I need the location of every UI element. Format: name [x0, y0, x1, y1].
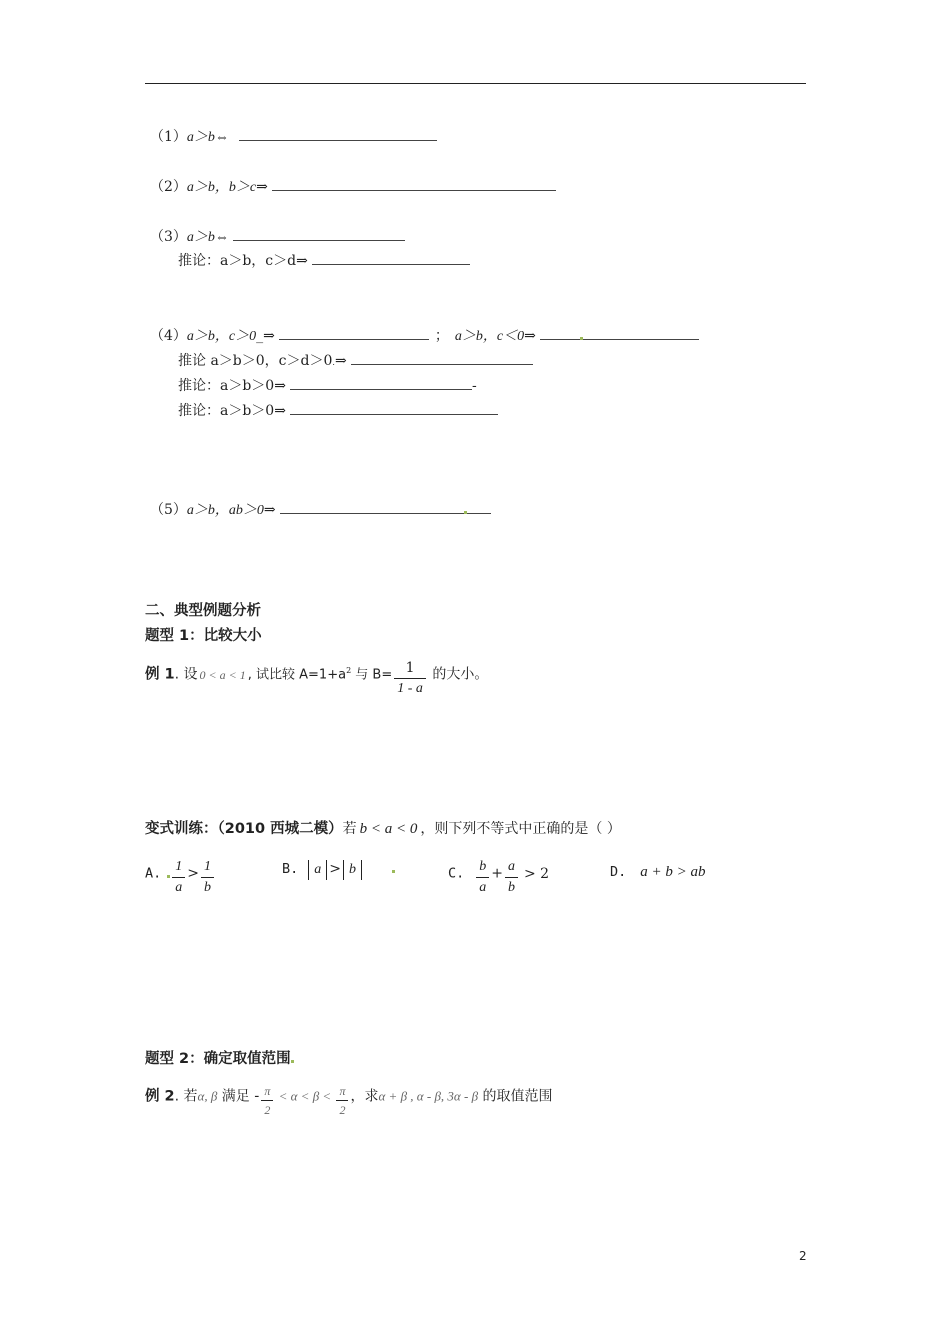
fraction-denominator: 1 - a [397, 681, 423, 696]
implies-symbol: ⇒ [334, 353, 347, 369]
fraction-b [394, 658, 426, 699]
option-b[interactable] [282, 860, 395, 880]
section-heading: 二、典型例题分析 [145, 603, 261, 619]
item-3-corollary [178, 252, 470, 268]
example-text: 满足 - [217, 1088, 260, 1105]
example-text: 的大小。 [427, 666, 489, 683]
type-2-text: 题型 2：确定取值范围 [145, 1051, 291, 1067]
fraction-numerator: 1 [394, 658, 426, 679]
answer-blank[interactable] [583, 327, 699, 340]
example-2 [145, 1078, 553, 1115]
exponent: 2 [346, 665, 352, 675]
item-expression: a＞b⇔ [186, 230, 229, 245]
expressions: α + β , α - β, 3α - β [378, 1088, 479, 1104]
fraction-denominator: a [479, 880, 487, 895]
operator: > [329, 861, 341, 877]
fraction [201, 857, 214, 898]
fraction-numerator: 1 [201, 857, 214, 878]
answer-blank[interactable] [272, 178, 556, 191]
fraction [476, 857, 489, 898]
item-3 [150, 228, 405, 245]
item-expression: a＞b⇔ [186, 130, 229, 145]
fraction [261, 1082, 273, 1119]
type-1-heading: 题型 1：比较大小 [145, 628, 262, 644]
answer-blank[interactable] [239, 128, 437, 141]
answer-blank[interactable] [467, 501, 491, 514]
corollary-text: 推论：a＞b＞0⇒ [178, 378, 286, 394]
fraction-numerator: b [476, 857, 489, 878]
corollary-text: 推论 a＞b＞0，c＞d＞0 [178, 353, 333, 369]
item-number: （2） [150, 179, 187, 195]
item-number: （4） [150, 328, 187, 344]
green-marker-icon [392, 870, 395, 873]
absolute-value: b [343, 860, 362, 880]
inequality: < α < β < [275, 1088, 335, 1104]
item-4-corollary-1: 推论 a＞b＞0，c＞d＞0.⇒ [178, 352, 533, 368]
condition-expression: b < a < 0 [359, 821, 418, 837]
example-text: . 若 [174, 1088, 198, 1105]
variant-text: 若 [342, 821, 357, 837]
fraction-denominator: 2 [339, 1103, 346, 1117]
fraction-numerator: a [505, 857, 518, 878]
green-marker-icon [291, 1060, 294, 1063]
example-text: , 试比较 A=1+a [247, 667, 347, 683]
fraction-denominator: b [204, 880, 211, 895]
variables: α, β [197, 1088, 218, 1104]
option-label: D. [610, 864, 627, 880]
item-4-corollary-3 [178, 402, 498, 418]
variant-text: ，则下列不等式中正确的是（ ） [420, 821, 621, 837]
item-5 [150, 501, 491, 518]
implies-symbol: _⇒ [256, 328, 275, 344]
item-expression: a＞b，c＜0⇒ [454, 329, 536, 344]
corollary-text: 推论：a＞b，c＞d⇒ [178, 253, 308, 269]
item-expression: a＞b，c＞0 [186, 329, 257, 344]
header-rule [145, 83, 806, 84]
separator: ； [434, 328, 449, 344]
fraction [172, 857, 185, 898]
item-4 [150, 327, 699, 344]
answer-blank[interactable] [540, 327, 580, 340]
example-label: 例 2 [145, 1088, 175, 1105]
option-c[interactable] [448, 853, 549, 894]
fraction [505, 857, 518, 898]
page-number: 2 [799, 1249, 807, 1263]
corollary-text: 推论：a＞b＞0⇒ [178, 403, 286, 419]
fraction [336, 1082, 348, 1119]
absolute-value: a [308, 860, 327, 880]
fraction-numerator: π [261, 1082, 273, 1101]
item-number: （3） [150, 229, 187, 245]
answer-blank[interactable] [233, 228, 405, 241]
item-expression: a＞b，b＞c⇒ [186, 180, 268, 195]
example-1 [145, 654, 488, 695]
example-label: 例 1 [145, 666, 175, 683]
answer-blank[interactable] [279, 327, 429, 340]
answer-blank[interactable] [351, 352, 533, 365]
type-2-heading [145, 1052, 294, 1067]
option-label: C. [448, 865, 465, 882]
operator: > [187, 865, 199, 882]
variant-label: 变式训练：（2010 西城二模） [145, 821, 343, 837]
item-expression: a＞b，ab＞0⇒ [186, 503, 276, 518]
answer-blank[interactable] [290, 377, 472, 390]
fraction-numerator: 1 [172, 857, 185, 878]
option-a[interactable] [145, 853, 216, 894]
option-d[interactable] [610, 865, 706, 880]
option-expression: > 2 [524, 865, 550, 882]
item-1 [150, 128, 437, 145]
option-label: A. [145, 865, 162, 882]
dash-mark: - [471, 378, 477, 394]
answer-blank[interactable] [280, 501, 464, 514]
item-number: （5） [150, 502, 187, 518]
item-4-corollary-2 [178, 377, 477, 393]
answer-blank[interactable] [312, 252, 470, 265]
fraction-denominator: 2 [264, 1103, 271, 1117]
example-text: ，求 [350, 1088, 379, 1105]
answer-blank[interactable] [290, 402, 498, 415]
example-text: . 设 [174, 666, 198, 683]
fraction-numerator: π [336, 1082, 348, 1101]
green-marker-icon [167, 875, 170, 878]
example-text: 与 B= [351, 667, 393, 683]
option-expression: a + b > ab [640, 864, 706, 880]
condition-expression: 0 < a < 1 [199, 667, 246, 682]
example-text: 的取值范围 [478, 1088, 553, 1105]
fraction-denominator: a [175, 880, 183, 895]
item-number: （1） [150, 129, 187, 145]
item-2 [150, 178, 556, 195]
option-label: B. [282, 861, 299, 877]
fraction-denominator: b [508, 880, 515, 895]
variant-training [145, 822, 621, 837]
operator: + [491, 865, 503, 882]
